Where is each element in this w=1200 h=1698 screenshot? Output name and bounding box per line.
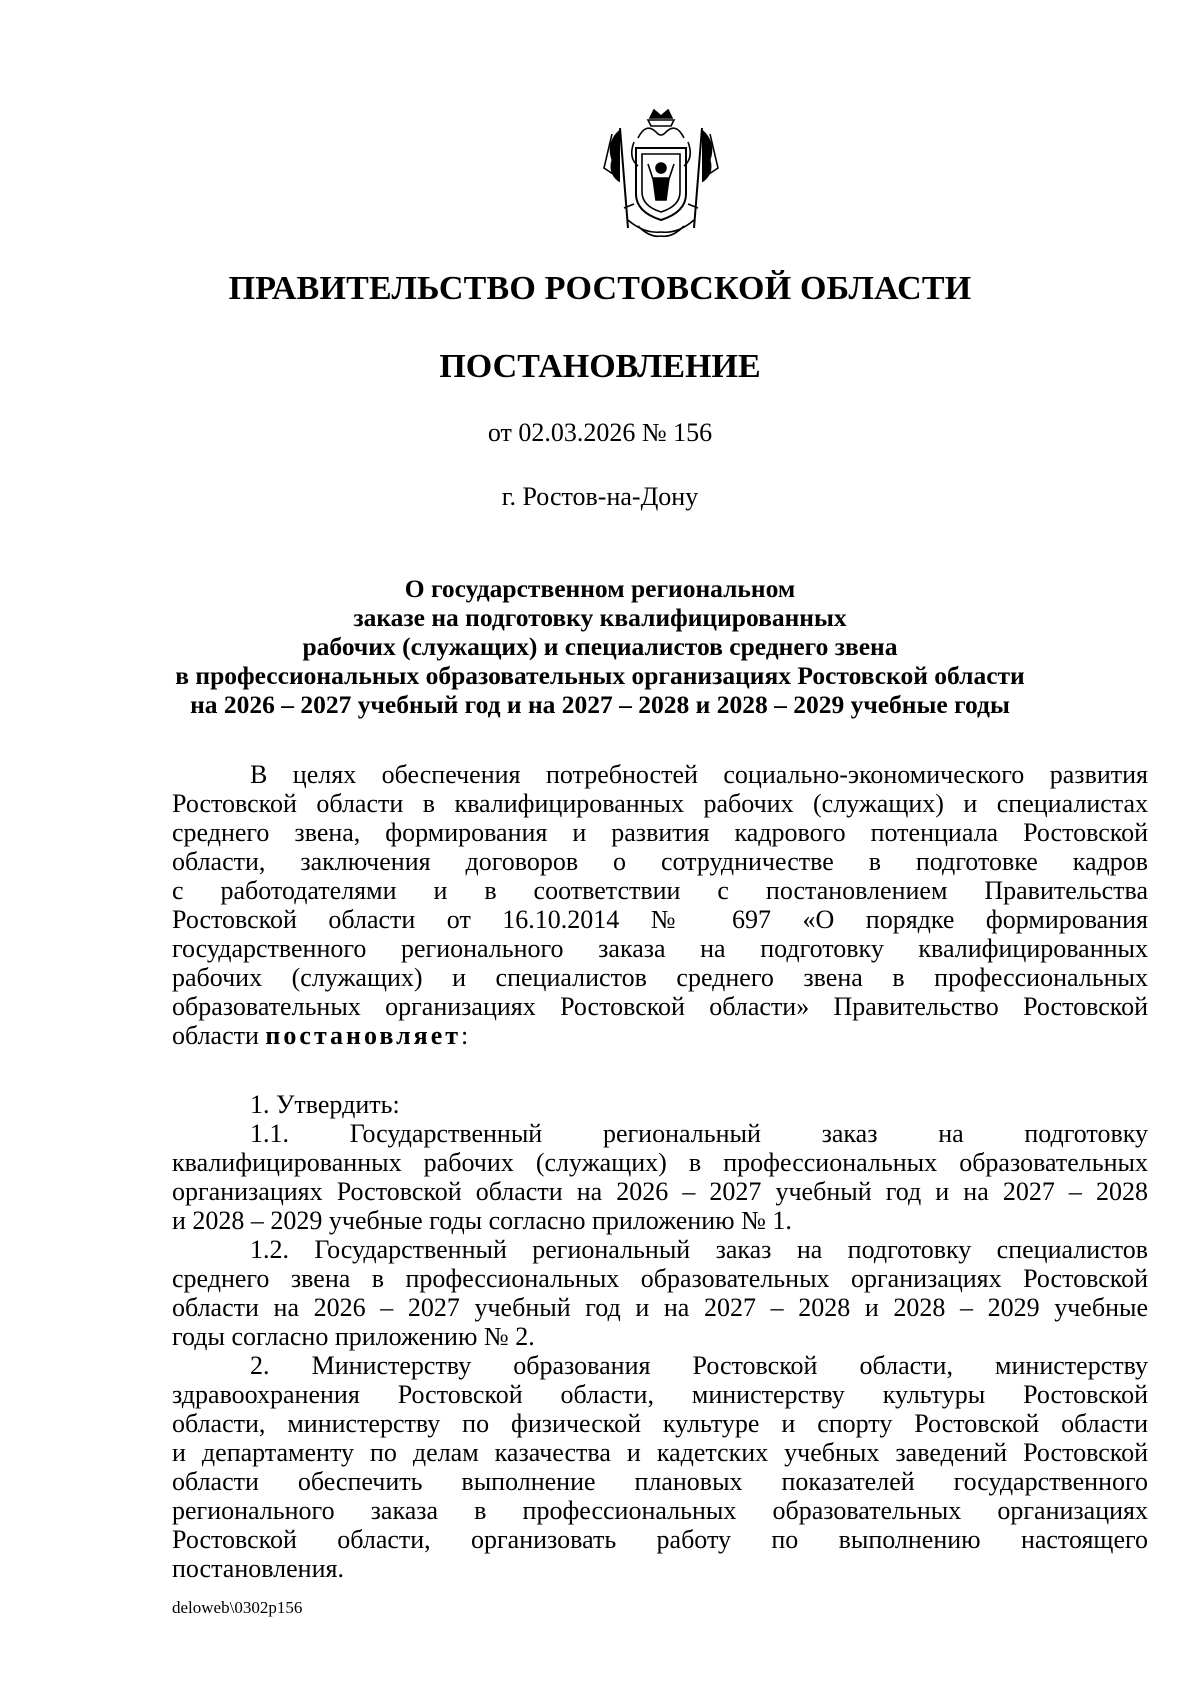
text-line: Ростовской области, организовать работу по выполнению настоящего <box>172 1525 1148 1554</box>
text-line: Ростовской области от 16.10.2014 № 697 «О порядке формирования <box>172 905 1148 934</box>
text-line: среднего звена, формирования и развития кадрового потенциала Ростовской <box>172 818 1148 847</box>
text-line: регионального заказа в профессиональных образовательных организациях <box>172 1496 1148 1525</box>
document-type: ПОСТАНОВЛЕНИЕ <box>439 348 761 385</box>
document-title <box>0 574 1200 719</box>
text-line: 1.1. Государственный региональный заказ на подготовку <box>250 1119 1148 1148</box>
text-line: постановления. <box>172 1554 344 1583</box>
item-1-2 <box>172 1235 1148 1351</box>
text-line: В целях обеспечения потребностей социально-экономического развития <box>250 760 1148 789</box>
text-line: организациях Ростовской области на 2026 – 2027 учебный год и на 2027 – 2028 <box>172 1177 1148 1206</box>
text-line: области обеспечить выполнение плановых показателей государственного <box>172 1467 1148 1496</box>
coat-of-arms-emblem <box>598 108 724 240</box>
title-line: рабочих (служащих) и специалистов среднего звена <box>302 632 898 661</box>
title-line: О государственном региональном <box>404 574 796 603</box>
text-line: 2. Министерству образования Ростовской области, министерству <box>250 1351 1148 1380</box>
text-line: образовательных организациях Ростовской области» Правительство Ростовской <box>172 992 1148 1021</box>
text-line: среднего звена в профессиональных образовательных организациях Ростовской <box>172 1264 1148 1293</box>
text-line: рабочих (служащих) и специалистов среднего звена в профессиональных <box>172 963 1148 992</box>
text-line: с работодателями и в соответствии с постановлением Правительства <box>172 876 1148 905</box>
organization-name: ПРАВИТЕЛЬСТВО РОСТОВСКОЙ ОБЛАСТИ <box>228 270 972 307</box>
text-line: и 2028 – 2029 учебные годы согласно приложению № 1. <box>172 1206 792 1235</box>
text-line: 1.2. Государственный региональный заказ на подготовку специалистов <box>250 1235 1148 1264</box>
preamble-paragraph <box>172 760 1148 1050</box>
text-fragment: области <box>172 1021 266 1050</box>
document-date-number: от 02.03.2026 № 156 <box>487 418 713 447</box>
text-line: государственного регионального заказа на подготовку квалифицированных <box>172 934 1148 963</box>
text-line: области, заключения договоров о сотрудничестве в подготовке кадров <box>172 847 1148 876</box>
text-line: области, министерству по физической культуре и спорту Ростовской области <box>172 1409 1148 1438</box>
text-line: области на 2026 – 2027 учебный год и на 2027 – 2028 и 2028 – 2029 учебные <box>172 1293 1148 1322</box>
text-line: Ростовской области в квалифицированных рабочих (служащих) и специалистах <box>172 789 1148 818</box>
text-line: годы согласно приложению № 2. <box>172 1322 535 1351</box>
item-2 <box>172 1351 1148 1583</box>
title-line: заказе на подготовку квалифицированных <box>353 603 847 632</box>
item-1 <box>172 1090 1148 1119</box>
text-line: здравоохранения Ростовской области, министерству культуры Ростовской <box>172 1380 1148 1409</box>
text-fragment: : <box>461 1021 469 1050</box>
text-line: квалифицированных рабочих (служащих) в профессиональных образовательных <box>172 1148 1148 1177</box>
item-1-1 <box>172 1119 1148 1235</box>
title-line: в профессиональных образовательных организациях Ростовской области <box>175 661 1025 690</box>
decree-word: постановляет <box>265 1021 462 1050</box>
text-line: 1. Утвердить: <box>250 1090 400 1119</box>
text-line: и департаменту по делам казачества и кадетских учебных заведений Ростовской <box>172 1438 1148 1467</box>
document-city: г. Ростов-на-Дону <box>501 482 699 511</box>
title-line: на 2026 – 2027 учебный год и на 2027 – 2028 и 2028 – 2029 учебные годы <box>190 690 1010 719</box>
file-reference: deloweb\0302p156 <box>172 1598 303 1617</box>
text-line <box>172 1021 1148 1050</box>
